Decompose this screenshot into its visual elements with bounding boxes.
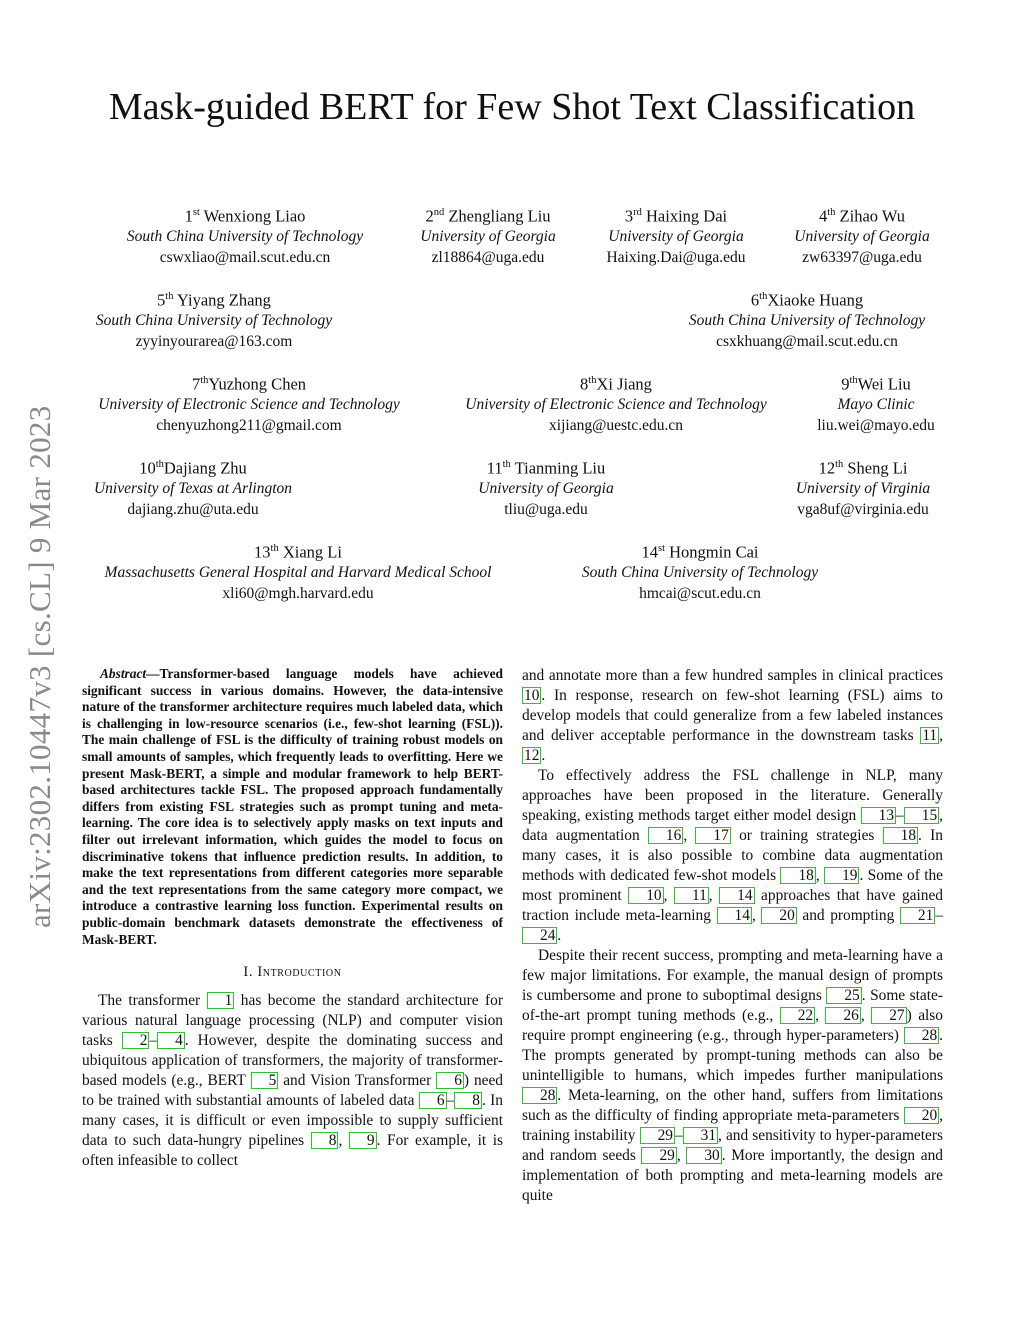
author-10: 10thDajiang Zhu University of Texas at Arlington dajiang.zhu@uta.edu [94,455,292,520]
citation-link[interactable]: 18 [780,867,815,884]
author-affiliation: University of Georgia [420,228,556,245]
author-email: dajiang.zhu@uta.edu [127,500,259,518]
author-6: 6thXiaoke Huang South China University of Technology csxkhuang@mail.scut.edu.cn [689,287,925,352]
citation-link[interactable]: 20 [761,907,796,924]
citation-link[interactable]: 28 [522,1087,557,1104]
citation-link[interactable]: 1 [207,992,235,1009]
author-name: Zihao Wu [839,206,906,226]
author-name: Xiaoke Huang [767,290,864,310]
author-email: hmcai@scut.edu.cn [639,584,761,602]
section-heading-introduction: I. Introduction [243,964,342,981]
author-affiliation: Massachusetts General Hospital and Harvard Medical School [104,564,492,581]
author-4: 4th Zihao Wu University of Georgia zw63397@uga.edu [794,203,929,268]
citation-link[interactable]: 24 [522,927,557,944]
author-name: Wei Liu [857,374,911,394]
author-affiliation: Mayo Clinic [837,396,915,413]
author-name: Tianming Liu [514,458,606,478]
author-3: 3rd Haixing Dai University of Georgia Haixing.Dai@uga.edu [606,203,745,268]
citation-link[interactable]: 30 [686,1147,721,1164]
author-affiliation: South China University of Technology [95,312,333,329]
author-9: 9thWei Liu Mayo Clinic liu.wei@mayo.edu [817,371,935,436]
citation-link[interactable]: 15 [904,807,939,824]
author-affiliation: South China University of Technology [688,312,926,329]
citation-link[interactable]: 10 [628,887,663,904]
citation-link[interactable]: 11 [674,887,709,904]
citation-link[interactable]: 8 [311,1132,339,1149]
citation-link[interactable]: 5 [251,1072,279,1089]
right-paragraph-2: To effectively address the FSL challenge in NLP, many approaches have been proposed in the literature. Generally speaking, existing methods target either model design 13 – 15 , data augmentation 16 , 17 or training strategies 18 . In many cases, it is also possible to combine data augmentation methods with dedicated few-shot models 18 , 19 . Some of the most prominent 10 , 11 , 14 approaches that have gained traction include meta-learning 14 , 20 and prompting 21 –24 . [522,767,944,944]
citation-link[interactable]: 28 [904,1027,939,1044]
right-paragraph-1: and annotate more than a few hundred samples in clinical practices 10 . In response, research on few-shot learning (FSL) aims to develop models that could generalize from a few labeled instances and deliver acceptable performance in the downstream tasks 11 , 12 . [522,667,943,764]
author-name: Yiyang Zhang [176,290,271,310]
citation-link[interactable]: 4 [157,1032,185,1049]
citation-link[interactable]: 20 [904,1107,939,1124]
citation-link[interactable]: 10 [524,687,540,704]
author-email: vga8uf@virginia.edu [797,500,929,518]
author-affiliation: University of Georgia [478,480,614,497]
author-name: Haixing Dai [646,206,728,226]
citation-link[interactable]: 29 [640,1127,675,1144]
citation-link[interactable]: 14 [719,887,754,904]
left-column [82,666,503,1171]
author-email: xijiang@uestc.edu.cn [549,416,683,434]
author-name: Xiang Li [282,542,342,562]
citation-link[interactable]: 17 [695,827,730,844]
citation-link[interactable]: 11 [922,727,938,744]
author-11: 11th Tianming Liu University of Georgia tliu@uga.edu [478,455,613,520]
author-affiliation: University of Georgia [794,228,930,245]
author-name: Hongmin Cai [669,542,759,562]
author-email: liu.wei@mayo.edu [817,416,935,434]
author-2: 2nd Zhengliang Liu University of Georgia zl18864@uga.edu [420,203,555,268]
author-1: 1st Wenxiong Liao South China University of Technology cswxliao@mail.scut.edu.cn [127,203,363,268]
author-name: Xi Jiang [596,374,652,394]
paper-title: Mask-guided BERT for Few Shot Text Classification [108,86,916,128]
author-affiliation: University of Virginia [795,480,931,497]
author-email: csxkhuang@mail.scut.edu.cn [716,332,898,350]
author-affiliation: University of Electronic Science and Technology [98,396,400,413]
author-email: Haixing.Dai@uga.edu [606,248,746,266]
citation-link[interactable]: 6 [419,1092,447,1109]
abstract: Abstract—Transformer-based language models have achieved significant success in various domains. However, the data-intensive nature of the transformer architecture requires much labeled data, which is challenging in low-resource scenarios (i.e., few-shot learning (FSL)). The main challenge of FSL is the difficulty of training robust models on small amounts of samples, which frequently leads to overfitting. Here we present Mask-BERT, a simple and modular framework to help BERT-based architectures tackle FSL. The proposed approach fundamentally differs from existing FSL strategies such as prompt tuning and meta-learning. The core idea is to selectively apply masks on text inputs and filter out irrelevant information, which guides the model to focus on discriminative tokens that influence prediction results. In addition, to make the text representations from different categories more separable and the text representations from the same category more compact, we introduce a contrastive learning loss function. Experimental results on public-domain benchmark datasets demonstrate the effectiveness of Mask-BERT. [82,666,503,947]
author-email: cswxliao@mail.scut.edu.cn [159,248,331,266]
right-paragraph-3: Despite their recent success, prompting and meta-learning have a few major limitations. For example, the manual design of prompts is cumbersome and prone to suboptimal designs 25 . Some state-of-the-art prompt tuning methods (e.g., 22 , 26 , 27 ) also require prompt engineering (e.g., through hyper-parameters) 28 . The prompts generated by prompt-tuning methods can also be unintelligible to humans, which impedes further manipulations 28 . Meta-learning, on the other hand, suffers from limitations such as the difficulty of finding appropriate meta-parameters 20 , training instability 29 – 31 , and sensitivity to hyper-parameters and random seeds 29 , 30 . More importantly, the design and implementation of both prompting and meta-learning models are quite [522,947,943,1204]
abstract-label: Abstract [100,666,147,681]
citation-link[interactable]: 12 [524,747,540,764]
author-affiliation: South China University of Technology [126,228,364,245]
citation-link[interactable]: 21 [900,907,935,924]
arxiv-stamp: arXiv:2302.10447v3 [cs.CL] 9 Mar 2023 [22,405,57,928]
citation-link[interactable]: 31 [683,1127,718,1144]
citation-link[interactable]: 8 [454,1092,482,1109]
author-name: Dajiang Zhu [163,458,247,478]
citation-link[interactable]: 16 [648,827,683,844]
citation-link[interactable]: 14 [717,907,752,924]
author-email: zyyinyourarea@163.com [135,332,293,350]
abstract-text: Transformer-based language models have achieved significant success in various domains. However, the data-intensive nature of the transformer architecture requires much labeled data, which is challenging in low-resource scenarios (i.e., few-shot learning (FSL)). The main challenge of FSL is the difficulty of training robust models on small amounts of samples, which frequently leads to overfitting. Here we present Mask-BERT, a simple and modular framework to help BERT-based architectures tackle FSL. The proposed approach fundamentally differs from existing FSL strategies such as prompt tuning and meta-learning. The core idea is to selectively apply masks on text inputs and filter out irrelevant information, which guides the model to focus on discriminative tokens that influence prediction results. In addition, to make the text representations from different categories more separable and the text representations from the same category more compact, we introduce a contrastive learning loss function. Experimental results on public-domain benchmark datasets demonstrate the effectiveness of Mask-BERT. [82,666,503,947]
author-affiliation: University of Georgia [608,228,744,245]
citation-link[interactable]: 13 [861,807,896,824]
author-email: zl18864@uga.edu [431,248,545,266]
author-affiliation: University of Texas at Arlington [93,480,293,497]
citation-link[interactable]: 25 [826,987,861,1004]
author-email: xli60@mgh.harvard.edu [222,584,374,602]
author-7: 7thYuzhong Chen University of Electronic Science and Technology chenyuzhong211@gmail.com [98,371,399,436]
author-name: Sheng Li [847,458,908,478]
citation-link[interactable]: 29 [641,1147,676,1164]
author-affiliation: University of Electronic Science and Technology [465,396,767,413]
author-5: 5th Yiyang Zhang South China University of Technology zyyinyourarea@163.com [96,287,332,352]
intro-paragraph-1: The transformer 1 has become the standard architecture for various natural language processing (NLP) and computer vision tasks 2 – 4 . However, despite the dominating success and ubiquitous application of transformers, the majority of transformer-based models (e.g., BERT 5 and Vision Transformer 6 ) need to be trained with substantial amounts of labeled data 6 – 8 . In many cases, it is difficult or even impossible to supply sufficient data to such data-hungry pipelines 8 , 9 . For example, it is often infeasible to collect [82,992,504,1170]
author-name: Wenxiong Liao [203,206,306,226]
citation-link[interactable]: 9 [349,1132,377,1149]
author-name: Zhengliang Liu [448,206,551,226]
right-column [522,666,943,1206]
citation-link[interactable]: 26 [825,1007,860,1024]
citation-link[interactable]: 19 [824,867,859,884]
citation-link[interactable]: 22 [780,1007,815,1024]
author-name: Yuzhong Chen [208,374,307,394]
author-13: 13th Xiang Li Massachusetts General Hospital and Harvard Medical School xli60@mgh.harvard.edu [105,539,492,604]
citation-link[interactable]: 27 [871,1007,906,1024]
author-email: zw63397@uga.edu [802,248,922,266]
citation-link[interactable]: 6 [436,1072,464,1089]
author-8: 8thXi Jiang University of Electronic Science and Technology xijiang@uestc.edu.cn [465,371,766,436]
citation-link[interactable]: 18 [883,827,918,844]
citation-link[interactable]: 2 [122,1032,150,1049]
author-email: chenyuzhong211@gmail.com [156,416,342,434]
author-email: tliu@uga.edu [504,500,588,518]
author-14: 14st Hongmin Cai South China University of Technology hmcai@scut.edu.cn [582,539,818,604]
author-12: 12th Sheng Li University of Virginia vga8uf@virginia.edu [796,455,930,520]
author-affiliation: South China University of Technology [581,564,819,581]
